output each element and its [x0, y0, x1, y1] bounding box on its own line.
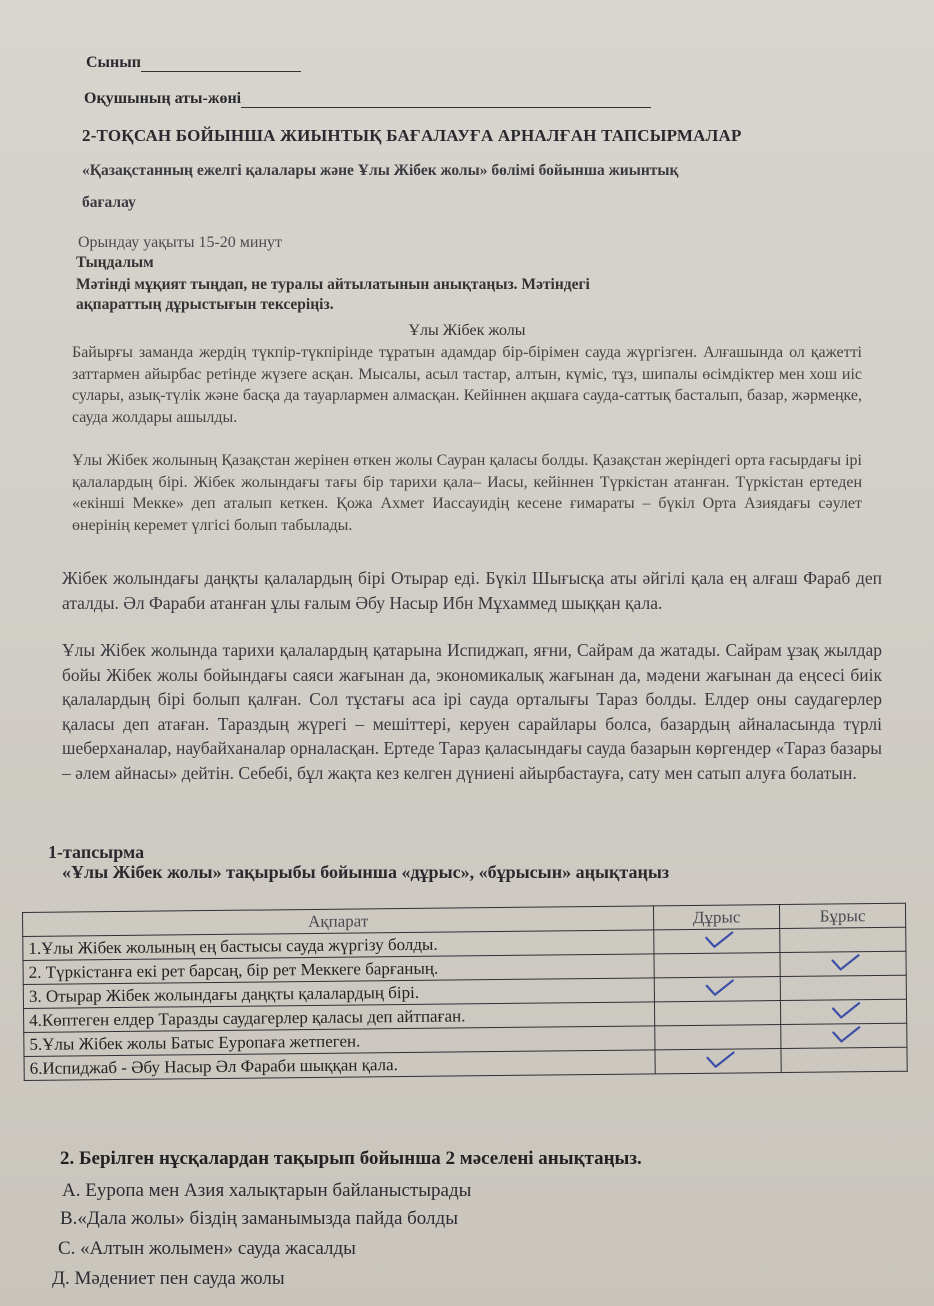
instruction-continued: ақпараттың дұрыстығын тексеріңіз.	[76, 296, 334, 313]
check-mark-icon	[830, 1000, 856, 1018]
statement: 1.Ұлы Жібек жолының ең бастысы сауда жүргізу болды.	[23, 930, 654, 961]
page-title: 2-ТОҚСАН БОЙЫНША ЖИЫНТЫҚ БАҒАЛАУҒА АРНАЛҒАН ТАПСЫРМАЛАР	[82, 126, 742, 145]
section-label: Тыңдалым	[76, 254, 154, 271]
wrong-cell[interactable]	[780, 951, 906, 976]
statement: 5.Ұлы Жібек жолы Батыс Еуропаға жетпеген.	[24, 1026, 655, 1057]
student-name-field	[84, 90, 651, 108]
check-mark-icon	[830, 952, 856, 970]
student-name-blank[interactable]	[241, 93, 651, 108]
header-wrong: Бұрыс	[779, 903, 905, 928]
correct-cell[interactable]	[655, 1049, 781, 1074]
header-info: Ақпарат	[23, 906, 654, 937]
correct-cell[interactable]	[655, 1025, 781, 1050]
student-name-label: Оқушының аты-жөні	[84, 90, 242, 107]
statement: 2. Түркістанға екі рет барсаң, бір рет Меккеге барғаның.	[23, 954, 654, 985]
task2-question: 2. Берілген нұсқалардан тақырып бойынша 2 мәселені анықтаңыз.	[60, 1148, 642, 1169]
statement: 3. Отырар Жібек жолындағы даңқты қалалардың бірі.	[23, 978, 654, 1009]
check-mark-icon	[705, 1050, 731, 1068]
header-correct: Дұрыс	[653, 905, 779, 930]
correct-cell[interactable]	[654, 977, 780, 1002]
paragraph-1: Байырғы заманда жердің түкпір-түкпірінде тұратын адамдар бір-бірімен сауда жүргізген. Алғашында ол қажетті заттармен айырбас ретінде жүзеге асқан. Мысалы, асыл тастар, алтын, күміс, тұз, шипалы өсімдіктер мен хош иіс сулары, азық-түлік және басқа да тауарлармен алмасқан. Кейіннен ақшаға сауда-саттық басталып, базар, жәрмеңке, сауда жолдары ашылды.	[72, 344, 862, 426]
time-limit: Орындау уақыты 15-20 минут	[78, 234, 283, 251]
wrong-cell[interactable]	[781, 1047, 907, 1072]
subtitle: «Қазақстанның ежелгі қалалары және Ұлы Жібек жолы» бөлімі бойынша жиынтық	[82, 162, 679, 179]
option-b[interactable]: В.«Дала жолы» біздің заманымызда пайда болды	[60, 1208, 458, 1229]
wrong-cell[interactable]	[781, 1023, 907, 1048]
instruction: Мәтінді мұқият тыңдап, не туралы айтылатынын анықтаңыз. Мәтіндегі	[76, 276, 590, 293]
paragraph-4: Ұлы Жібек жолында тарихи қалалардың қатарына Испиджап, яғни, Сайрам да жатады. Сайрам ұзақ жылдар бойы Жібек жолы бойындағы саяси жағынан да, экономикалық жағынан да, мәдени жағынан да еңсесі биік қалалардың бірі болып қалған. Сол тұстағы аса ірі сауда орталығы Тараз болды. Елдер оны саудагерлер қаласы деп атаған. Тараздың жүрегі – мешіттері, керуен сарайлары болса, базардың айналасында түрлі шеберханалар, наубайханалар орналасқан. Ертеде Тараз қаласындағы сауда базарын көргендер «Тараз базары – әлем айнасы» дейтін. Себебі, бұл жақта кез келген дүниені айырбастауға, сату мен сатып алуға болатын.	[62, 640, 882, 783]
statement: 6.Испиджаб - Әбу Насыр Әл Фараби шыққан қала.	[24, 1050, 655, 1081]
class-blank[interactable]	[141, 57, 301, 72]
wrong-cell[interactable]	[780, 975, 906, 1000]
correct-cell[interactable]	[654, 929, 780, 954]
correct-cell[interactable]	[654, 953, 780, 978]
check-mark-icon	[704, 978, 730, 996]
check-mark-icon	[831, 1024, 857, 1042]
paragraph-3: Жібек жолындағы даңқты қалалардың бірі Отырар еді. Бүкіл Шығысқа аты әйгілі қала ең алғаш Фараб деп аталды. Әл Фараби атанған ұлы ғалым Әбу Насыр Ибн Мұхаммед шыққан қала.	[62, 568, 882, 613]
option-a[interactable]: А. Еуропа мен Азия халықтарын байланыстырады	[62, 1180, 472, 1201]
task1-label: 1-тапсырма	[48, 842, 145, 862]
wrong-cell[interactable]	[780, 927, 906, 952]
statement: 4.Көптеген елдер Таразды саудагерлер қаласы деп айтпаған.	[24, 1002, 655, 1033]
class-field	[86, 54, 301, 72]
task1-question: «Ұлы Жібек жолы» тақырыбы бойынша «дұрыс», «бұрысын» аңықтаңыз	[62, 862, 670, 882]
wrong-cell[interactable]	[780, 999, 906, 1024]
correct-cell[interactable]	[654, 1001, 780, 1026]
true-false-table	[22, 903, 908, 1081]
option-d[interactable]: Д. Мәдениет пен сауда жолы	[52, 1268, 285, 1289]
option-c[interactable]: С. «Алтын жолымен» сауда жасалды	[58, 1238, 356, 1259]
subtitle-continued: бағалау	[82, 194, 136, 211]
class-label: Сынып	[86, 54, 141, 71]
paragraph-2: Ұлы Жібек жолының Қазақстан жерінен өткен жолы Сауран қаласы болды. Қазақстан жеріндегі орта ғасырдағы ірі қалалардың бірі. Жібек жолындағы тағы бір тарихи қала– Иасы, кейіннен Түркістан атанған. Түркістан ертеден «екінші Мекке» деп аталып кеткен. Қожа Ахмет Иассауидің кесене ғимараты – бүкіл Орта Азиядағы сәулет өнерінің керемет үлгісі болып табылады.	[72, 452, 862, 534]
reading-title: Ұлы Жібек жолы	[408, 322, 526, 339]
check-mark-icon	[704, 930, 730, 948]
